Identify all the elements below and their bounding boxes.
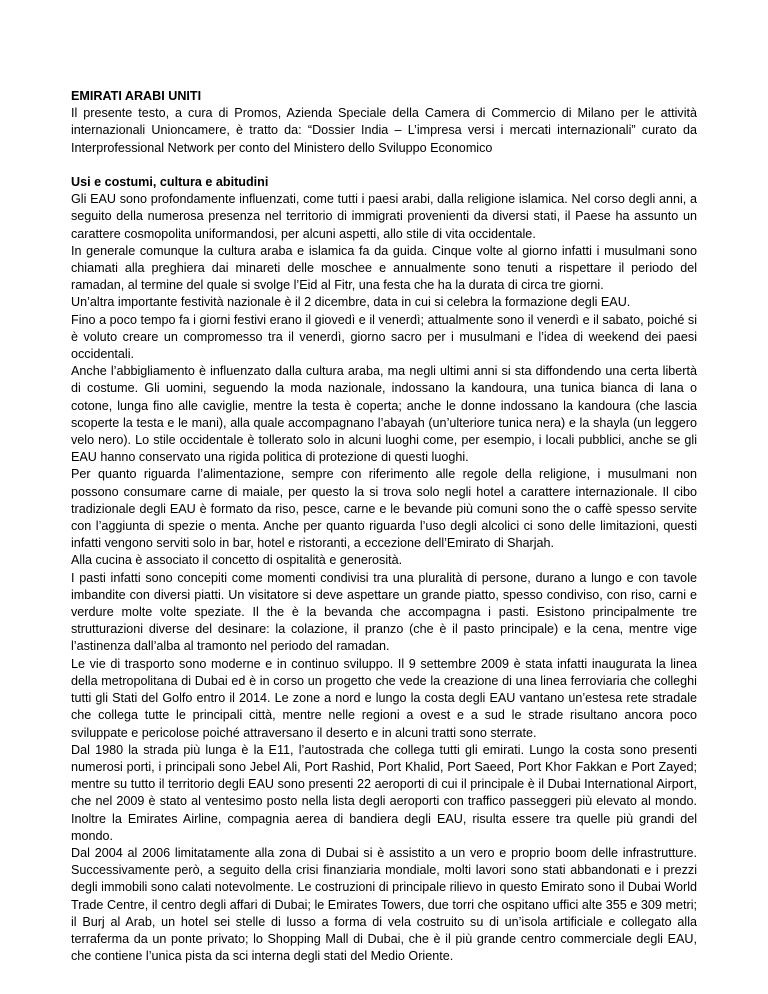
body-paragraph: Dal 1980 la strada più lunga è la E11, l’autostrada che collega tutti gli emirati. Lungo la costa sono presenti numerosi porti, i principali sono Jebel Ali, Port Rashid, Port Khalid, Port Saeed, Port Khor Fakkan e Port Zayed; mentre su tutto il territorio degli EAU sono presenti 22 aeroporti di cui il principale è il Dubai International Airport, che nel 2009 è stato al ventesimo posto nella lista degli aeroporti con traffico passeggeri più elevato al mondo. Inoltre la Emirates Airline, compagnia aerea di bandiera degli EAU, risulta essere tra quelle più grandi del mondo. [71, 742, 697, 843]
body-paragraph: Anche l’abbigliamento è influenzato dalla cultura araba, ma negli ultimi anni si sta diffondendo una certa libertà di costume. Gli uomini, seguendo la moda nazionale, indossano la kandoura, una tunica bianca di lana o cotone, lunga fino alle caviglie, mentre la testa è coperta; anche le donne indossano la kandoura (che lascia scoperte la testa e le mani), alla quale accompagnano l’abayah (un’ulteriore tunica nera) e la shayla (un leggero velo nero). Lo stile occidentale è tollerato solo in alcuni luoghi come, per esempio, i locali pubblici, anche se gli EAU hanno conservato una rigida politica di protezione di questi luoghi. [71, 364, 697, 465]
paragraph-spacer [71, 157, 697, 174]
body-paragraph: Dal 2004 al 2006 limitatamente alla zona di Dubai si è assistito a un vero e proprio boom delle infrastrutture. Successivamente però, a seguito della crisi finanziaria mondiale, molti lavori sono stati abbandonati e i prezzi degli immobili sono calati notevolmente. Le costruzioni di principale rilievo in questo Emirato sono il Dubai World Trade Centre, il centro degli affari di Dubai; le Emirates Towers, due torri che ospitano uffici alte 355 e 309 metri; il Burj al Arab, un hotel sei stelle di lusso a forma di vela costruito su di un’isola artificiale e collegato alla terraferma da un ponte privato; lo Shopping Mall di Dubai, che è il più grande centro commerciale degli EAU, che contiene l’unica pista da sci interna degli stati del Medio Oriente. [71, 845, 697, 964]
document-page [71, 88, 697, 965]
body-paragraph: In generale comunque la cultura araba e islamica fa da guida. Cinque volte al giorno infatti i musulmani sono chiamati alla preghiera dai minareti delle moschee e annualmente sono tenuti a rispettare il periodo del ramadan, al termine del quale si svolge l’Eid al Fitr, una festa che ha la durata di circa tre giorni. [71, 243, 697, 293]
body-paragraph: Un’altra importante festività nazionale è il 2 dicembre, data in cui si celebra la formazione degli EAU. [71, 295, 631, 310]
body-paragraph: Per quanto riguarda l’alimentazione, sempre con riferimento alle regole della religione, i musulmani non possono consumare carne di maiale, per questo la si trova solo negli hotel a carattere internazionale. Il cibo tradizionale degli EAU è formato da riso, pesce, carne e le bevande più comuni sono the o caffè spesso servite con l’aggiunta di spezie o menta. Anche per quanto riguarda l’uso degli alcolici ci sono delle limitazioni, questi infatti vengono serviti solo in bar, hotel e ristoranti, a eccezione dell’Emirato di Sharjah. [71, 467, 697, 551]
body-paragraph: Fino a poco tempo fa i giorni festivi erano il giovedì e il venerdì; attualmente sono il venerdì e il sabato, poiché si è voluto creare un compromesso tra il venerdì, giorno sacro per i musulmani e l’idea di weekend dei paesi occidentali. [71, 312, 697, 362]
document-title: EMIRATI ARABI UNITI [71, 89, 202, 103]
body-paragraph: Gli EAU sono profondamente influenzati, come tutti i paesi arabi, dalla religione islamica. Nel corso degli anni, a seguito della numerosa presenza nel territorio di immigrati provenienti da diversi stati, il Paese ha assunto un carattere cosmopolita uniformandosi, per alcuni aspetti, allo stile di vita occidentale. [71, 192, 697, 241]
body-paragraph: I pasti infatti sono concepiti come momenti condivisi tra una pluralità di persone, durano a lungo e con tavole imbandite con diversi piatti. Un visitatore si deve aspettare un grande piatto, spesso condiviso, con riso, carni e verdure molte volte speziate. Il the è la bevanda che accompagna i pasti. Esistono principalmente tre strutturazioni diverse del desinare: la colazione, il pranzo (che è il pasto principale) e la cena, mentre vige l’astinenza dall’alba al tramonto nel periodo del ramadan. [71, 570, 697, 654]
body-paragraph: Le vie di trasporto sono moderne e in continuo sviluppo. Il 9 settembre 2009 è stata infatti inaugurata la linea della metropolitana di Dubai ed è in corso un progetto che vede la creazione di una linea ferroviaria che colleghi tutti gli Stati del Golfo entro il 2014. Le zone a nord e lungo la costa degli EAU vantano un’estesa rete stradale che collega tutte le principali città, mentre nelle regioni a ovest e a sud le strade risultano ancora poco sviluppate e pericolose poiché attraversano il deserto e in alcuni tratti sono sterrate. [71, 656, 697, 740]
section-heading: Usi e costumi, cultura e abitudini [71, 175, 269, 189]
intro-paragraph: Il presente testo, a cura di Promos, Azienda Speciale della Camera di Commercio di Milano per le attività internazionali Unioncamere, è tratto da: “Dossier India – L’impresa versi i mercati internazionali” curato da Interprofessional Network per conto del Ministero dello Sviluppo Economico [71, 106, 697, 155]
body-paragraph: Alla cucina è associato il concetto di ospitalità e generosità. [71, 553, 403, 568]
